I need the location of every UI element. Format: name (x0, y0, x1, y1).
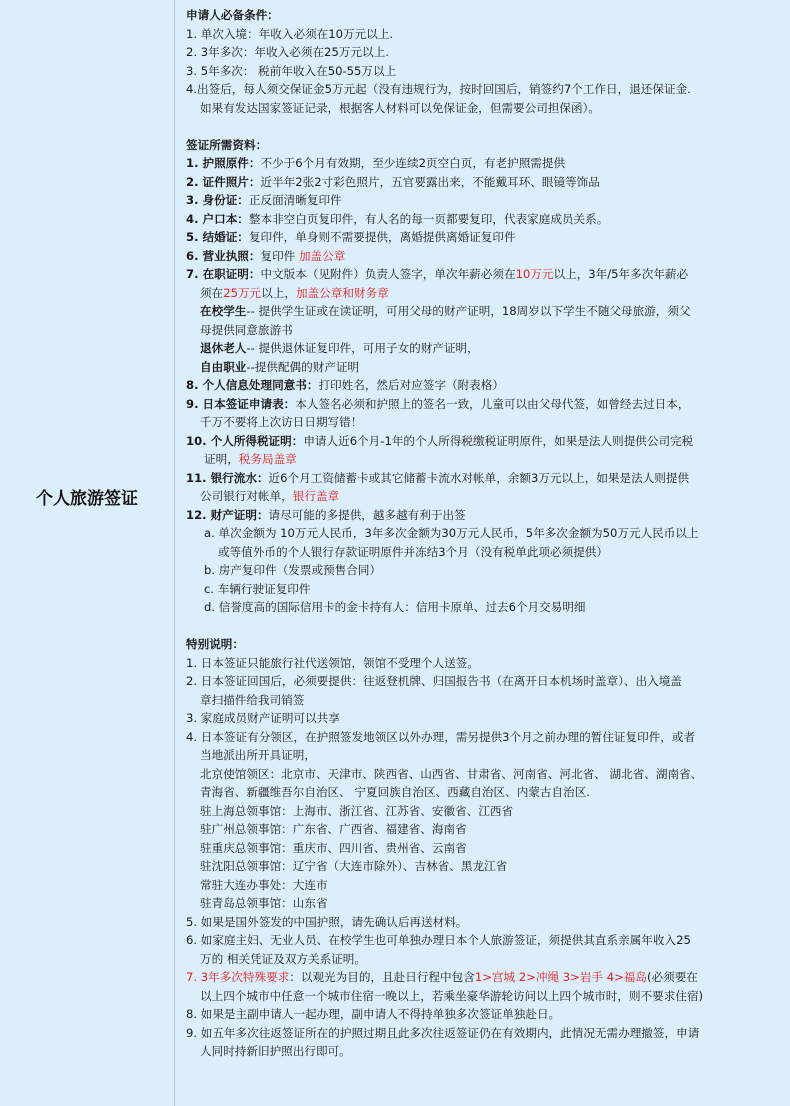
doc-item-student-cont: 母提供同意旅游书 (200, 322, 293, 337)
note-item-special-cont: 以上四个城市中任意一个城市住宿一晚以上，若乘坐豪华游轮访问以上四个城市时，则不要求住宿) (200, 988, 704, 1003)
note-item: 8. 如果是主副申请人一起办理，副申请人不得持单独多次签证单独赴日。 (186, 1007, 561, 1021)
property-item-a: a. 单次金额为 10万元人民币，3年多次金额为30万元人民币，5年多次金额为50万元人民币以上 (204, 526, 699, 540)
doc-item-passport: 1. 护照原件：不少于6个月有效期，至少连续2页空白页，有老护照需提供 (186, 156, 566, 170)
consulate-district-dalian: 常驻大连办事处：大连市 (200, 877, 328, 892)
doc-item-id-card: 3. 身份证：正反面清晰复印件 (186, 193, 342, 207)
property-item-d: d. 信誉度高的国际信用卡的金卡持有人：信用卡原单、过去6个月交易明细 (204, 600, 586, 614)
requirement-item: 2. 3年多次：年收入必须在25万元以上. (186, 45, 389, 59)
category-title: 个人旅游签证 (36, 488, 138, 509)
doc-item-consent-form: 8. 个人信息处理同意书：打印姓名，然后对应签字（附表格） (186, 378, 504, 392)
requirement-item: 4.出签后，每人须交保证金5万元起（没有违规行为，按时回国后，销签约7个工作日，退还保证金. (186, 82, 691, 96)
consulate-district-chongqing: 驻重庆总领事馆：重庆市、四川省、贵州省、云南省 (200, 840, 467, 855)
doc-item-employment-cert-cont: 须在25万元以上，加盖公章和财务章 (200, 285, 389, 300)
property-item-c: c. 车辆行驶证复印件 (204, 581, 311, 596)
note-item: 9. 如五年多次往返签证所在的护照过期且此多次往返签证仍在有效期内，此情况无需办理撤签，申请 (186, 1025, 700, 1040)
doc-item-household-register: 4. 户口本：整本非空白页复印件，有人名的每一页都要复印，代表家庭成员关系。 (186, 211, 609, 226)
requirements-heading: 申请人必备条件： (186, 8, 279, 22)
doc-item-application-form-cont: 千万不要将上次访日日期写错！ (200, 415, 363, 429)
note-item: 5. 如果是国外签发的中国护照，请先确认后再送材料。 (186, 914, 468, 929)
note-item-cont: 万的 相关凭证及双方关系证明。 (200, 951, 366, 966)
consulate-district-guangzhou: 驻广州总领事馆：广东省、广西省、福建省、海南省 (200, 822, 467, 836)
doc-item-employment-cert: 7. 在职证明：中文版本（见附件）负责人签字，单次年薪必须在10万元以上，3年/5年多次年薪必 (186, 267, 689, 281)
documents-heading: 签证所需资料： (186, 137, 268, 152)
note-item: 6. 如家庭主妇、无业人员、在校学生也可单独办理日本个人旅游签证，须提供其直系亲属年收入25 (186, 933, 691, 947)
doc-item-property-proof: 12. 财产证明：请尽可能的多提供，越多越有利于出签 (186, 507, 466, 522)
consulate-district-beijing: 北京使馆领区：北京市、天津市、陕西省、山西省、甘肃省、河南省、河北省、 湖北省、湖南省、 (200, 766, 703, 781)
doc-item-marriage-cert: 5. 结婚证：复印件，单身则不需要提供，离婚提供离婚证复印件 (186, 230, 516, 244)
category-cell (0, 0, 174, 1106)
note-item: 3. 家庭成员财产证明可以共享 (186, 711, 340, 725)
column-divider (174, 0, 175, 1106)
consulate-district-qingdao: 驻青岛总领事馆：山东省 (200, 896, 328, 910)
doc-item-business-license: 6. 营业执照：复印件 加盖公章 (186, 248, 346, 263)
requirement-item: 如果有发达国家签证记录，根据客人材料可以免保证金，但需要公司担保函）。 (200, 100, 600, 115)
note-item: 4. 日本签证有分领区，在护照签发地领区以外办理，需另提供3个月之前办理的暂住证复印件，或者 (186, 729, 696, 744)
consulate-district-shenyang: 驻沈阳总领事馆：辽宁省（大连市除外）、吉林省、黑龙江省 (200, 859, 508, 873)
doc-item-photo: 2. 证件照片：近半年2张2寸彩色照片，五官要露出来，不能戴耳环、眼镜等饰品 (186, 174, 600, 189)
note-item: 2. 日本签证回国后，必须要提供：往返登机牌、归国报告书（在离开日本机场时盖章）、出入境盖 (186, 674, 682, 688)
doc-item-student: 在校学生-- 提供学生证或在读证明，可用父母的财产证明，18周岁以下学生不随父母旅游，须父 (200, 304, 691, 318)
doc-item-tax-cert-cont: 证明，税务局盖章 (204, 452, 297, 466)
note-item: 1. 日本签证只能旅行社代送领馆，领馆不受理个人送签。 (186, 655, 479, 670)
note-item-special: 7. 3年多次特殊要求：以观光为目的，且赴日行程中包含1>宫城 2>冲绳 3>岩手 4>福岛(必须要在 (186, 970, 698, 984)
note-item-cont: 当地派出所开具证明， (200, 748, 316, 762)
property-item-a-cont: 或等值外币的个人银行存款证明原件并冻结3个月（没有税单此项必须提供） (218, 544, 608, 559)
notes-heading: 特别说明： (186, 637, 244, 651)
doc-item-tax-cert: 10. 个人所得税证明：申请人近6个月-1年的个人所得税缴税证明原件，如果是法人则提供公司完税 (186, 433, 694, 448)
requirement-item: 3. 5年多次： 税前年收入在50-55万以上 (186, 63, 397, 78)
consulate-district-shanghai: 驻上海总领事馆：上海市、浙江省、江苏省、安徽省、江西省 (200, 803, 514, 818)
note-item-cont: 人同时持新旧护照出行即可。 (200, 1044, 351, 1058)
content-cell (186, 6, 782, 1061)
doc-item-retired: 退休老人-- 提供退休证复印件，可用子女的财产证明， (200, 341, 479, 355)
property-item-b: b. 房产复印件（发票或预售合同） (204, 563, 382, 577)
doc-item-freelance: 自由职业--提供配偶的财产证明 (200, 359, 360, 374)
doc-item-bank-statement: 11. 银行流水：近6个月工资储蓄卡或其它储蓄卡流水对帐单，余额3万元以上，如果是法人则提供 (186, 470, 690, 485)
doc-item-application-form: 9. 日本签证申请表：本人签名必须和护照上的签名一致，儿童可以由父母代签，如曾经去过日本， (186, 396, 690, 411)
note-item-cont: 章扫描件给我司销签 (200, 692, 305, 707)
consulate-district-beijing-cont: 青海省、新疆维吾尔自治区、 宁夏回族自治区、西藏自治区、内蒙古自治区. (200, 785, 590, 799)
doc-item-bank-statement-cont: 公司银行对帐单，银行盖章 (200, 489, 340, 503)
requirement-item: 1. 单次入境：年收入必须在10万元以上. (186, 26, 394, 41)
